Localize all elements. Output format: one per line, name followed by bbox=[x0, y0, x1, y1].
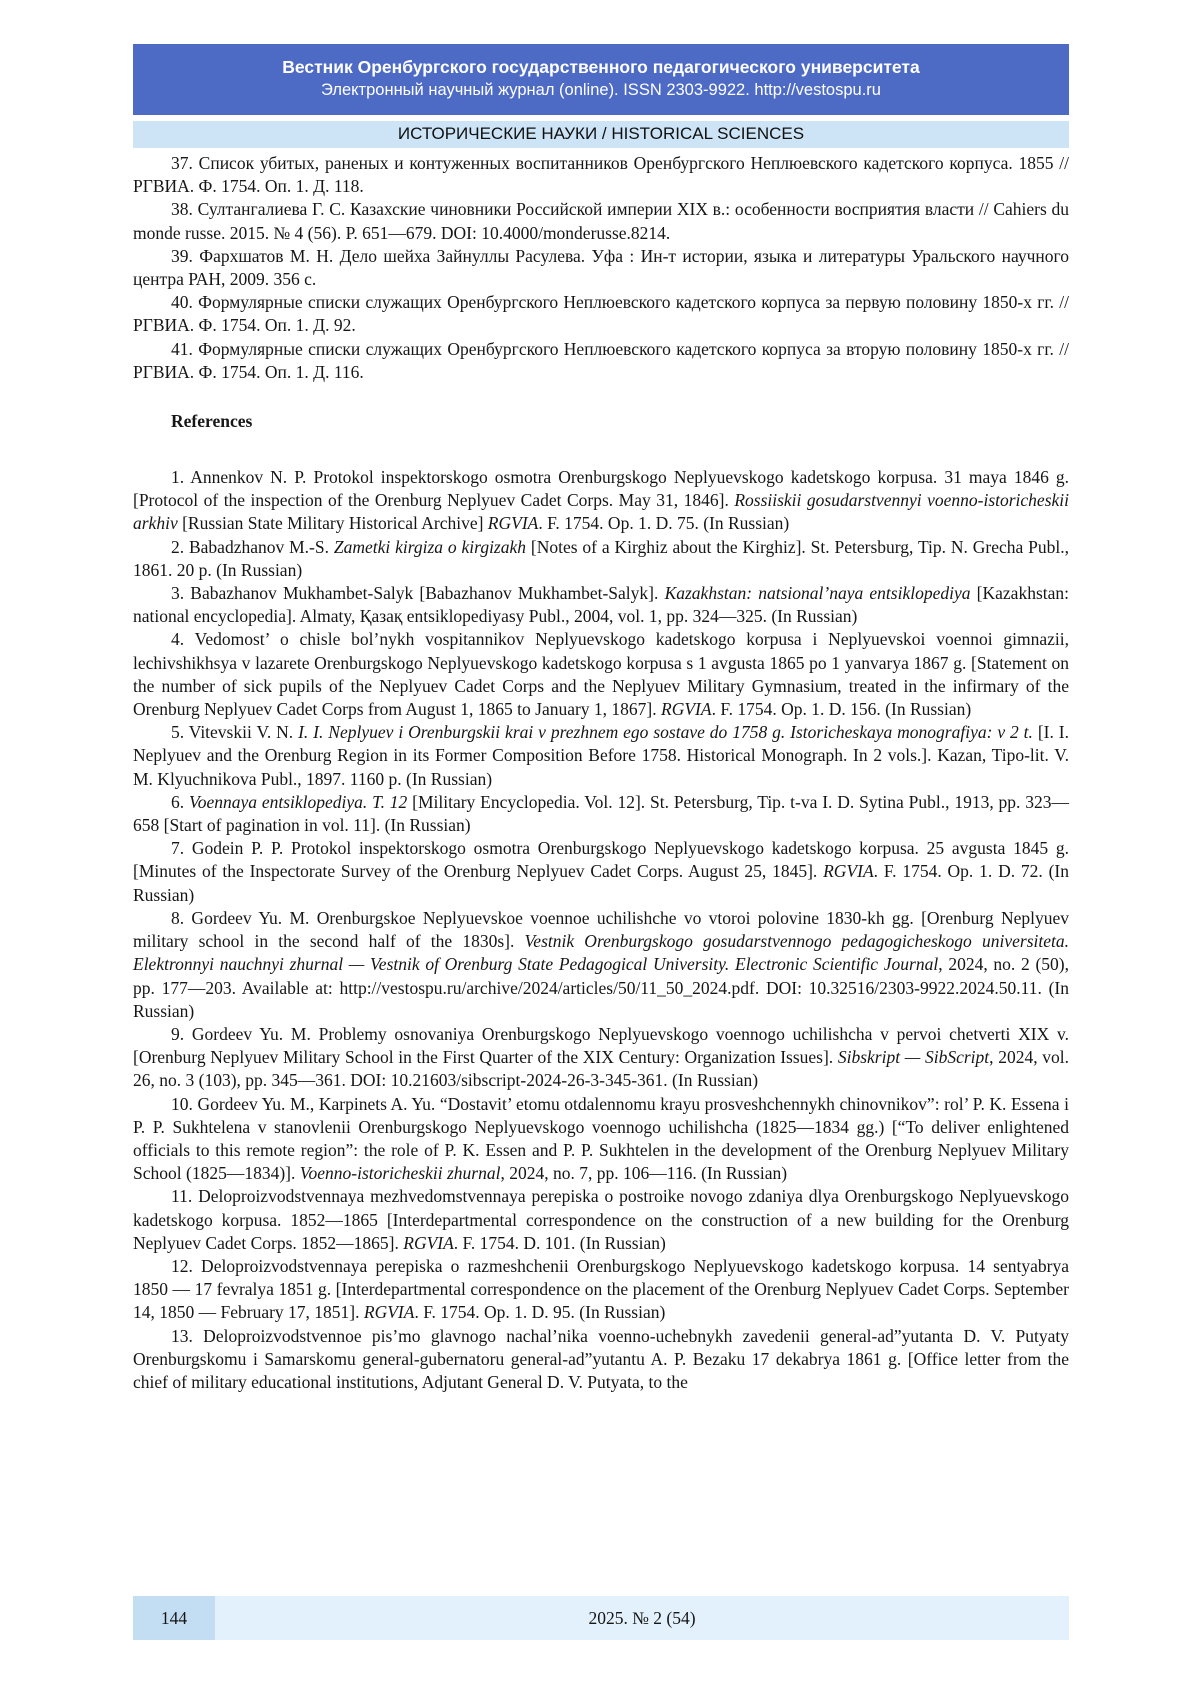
reference-segment: Sibskript — SibScript bbox=[837, 1047, 990, 1068]
reference-segment: 2. Babadzhanov M.-S. bbox=[171, 536, 334, 557]
reference-segment: RGVIA bbox=[403, 1232, 454, 1253]
reference-segment: 11. Deloproizvodstvennaya mezhvedomstvennaya perepiska o postroike novogo zdaniya dlya Orenburgskogo Neplyuevskogo kadetskogo korpusa. 1852—1865 [Interdepartmental correspondence on the construction of a new building for the Orenburg Neplyuev Cadet Corps. 1852—1865]. bbox=[133, 1186, 1069, 1253]
reference-segment: 3. Babazhanov Mukhambet-Salyk [Babazhanov Mukhambet-Salyk]. bbox=[171, 583, 665, 604]
reference-segment: . F. 1754. Op. 1. D. 156. (In Russian) bbox=[711, 699, 972, 720]
reference-segment: 13. Deloproizvodstvennoe pis’mo glavnogo nachal’nika voenno-uchebnykh zavedenii general-ad”yutanta D. V. Putyaty Orenburgskomu i Samarskomu general-gubernatoru general-ad”yutantu A. P. Bezaku 17 dekabrya 1861 g. [Office letter from the chief of military educational institutions, Adjutant General D. V. Putyata, to the bbox=[133, 1325, 1069, 1392]
reference-item bbox=[133, 536, 1069, 582]
reference-segment: . F. 1754. Op. 1. D. 95. (In Russian) bbox=[414, 1302, 666, 1323]
reference-item bbox=[133, 1185, 1069, 1255]
russian-reference-item: 40. Формулярные списки служащих Оренбургского Неплюевского кадетского корпуса за первую половину 1850-х гг. // РГВИА. Ф. 1754. Оп. 1. Д. 92. bbox=[133, 292, 1069, 336]
reference-segment: Zametki kirgiza o kirgizakh bbox=[333, 536, 527, 557]
reference-segment: Voenno-istoricheskii zhurnal bbox=[299, 1163, 501, 1184]
reference-item bbox=[133, 791, 1069, 837]
reference-segment: , 2024, no. 7, pp. 106—116. (In Russian) bbox=[500, 1163, 788, 1184]
section-heading-band bbox=[133, 121, 1069, 148]
reference-item bbox=[133, 466, 1069, 536]
reference-item bbox=[133, 1023, 1069, 1093]
reference-segment: [Kazakhstan: national encyclopedia]. Almaty, Қазақ entsiklopediyasy Publ., 2004, vol. 1, pp. 324—325. (In Russian) bbox=[133, 583, 1069, 627]
reference-segment: 1. Annenkov N. P. Protokol inspektorskogo osmotra Orenburgskogo Neplyuevskogo kadetskogo korpusa. 31 maya 1846 g. [Protocol of the inspection of the Orenburg Neplyuev Cadet Corps. May 31, 1846]. bbox=[133, 467, 1069, 511]
references-heading: References bbox=[171, 411, 253, 432]
reference-segment: 4. Vedomost’ o chisle bol’nykh vospitannikov Neplyuevskogo kadetskogo korpusa i Neplyuevskoi voennoi gimnazii, lechivshikhsya v lazarete Orenburgskogo Neplyuevskogo kadetskogo korpusa s 1 avgusta 1865 po 1 yanvarya 1867 g. [Statement on the number of sick pupils of the Neplyuev Cadet Corps and the Neplyuev Military Gymnasium, treated in the infirmary of the Orenburg Neplyuev Cadet Corps from August 1, 1865 to January 1, 1867]. bbox=[133, 629, 1069, 720]
reference-segment: Kazakhstan: natsional’naya entsiklopediya bbox=[664, 583, 971, 604]
reference-item bbox=[133, 1093, 1069, 1186]
reference-item bbox=[133, 1325, 1069, 1395]
reference-segment: Voennaya entsiklopediya. T. 12 bbox=[188, 791, 408, 812]
reference-segment: Vestnik Orenburgskogo gosudarstvennogo pedagogicheskogo universiteta. Elektronnyi nauchnyi zhurnal — Vestnik of Orenburg State Pedagogical University. Electronic Scientific Journal bbox=[133, 931, 1069, 975]
reference-item bbox=[133, 837, 1069, 907]
reference-list bbox=[133, 466, 1069, 1394]
journal-subtitle: Электронный научный журнал (online). ISSN 2303-9922. http://vestospu.ru bbox=[321, 81, 881, 99]
russian-reference-list bbox=[133, 152, 1069, 384]
reference-segment: RGVIA bbox=[823, 861, 874, 882]
reference-segment: . F. 1754. Op. 1. D. 72. (In Russian) bbox=[133, 861, 1069, 905]
russian-reference-item: 37. Список убитых, раненых и контуженных воспитанников Оренбургского Неплюевского кадетского корпуса. 1855 // РГВИА. Ф. 1754. Оп. 1. Д. 118. bbox=[133, 153, 1069, 197]
reference-item bbox=[133, 1255, 1069, 1325]
reference-segment: , 2024, no. 2 (50), pp. 177—203. Available at: http://vestospu.ru/archive/2024/articles/50/11_50_2024.pdf. DOI: 10.32516/2303-9922.2024.50.11. (In Russian) bbox=[133, 954, 1070, 1021]
reference-segment: . F. 1754. Op. 1. D. 75. (In Russian) bbox=[538, 513, 790, 534]
reference-segment: [Russian State Military Historical Archive] bbox=[177, 513, 488, 534]
section-heading: ИСТОРИЧЕСКИЕ НАУКИ / HISTORICAL SCIENCES bbox=[397, 124, 805, 143]
reference-segment: . F. 1754. D. 101. (In Russian) bbox=[453, 1232, 666, 1253]
russian-reference-item: 39. Фархшатов М. Н. Дело шейха Зайнуллы Расулева. Уфа : Ин-т истории, языка и литературы Уральского научного центра РАН, 2009. 356 с. bbox=[133, 245, 1069, 290]
reference-segment: RGVIA bbox=[661, 699, 712, 720]
reference-segment: 5. Vitevskii V. N. bbox=[171, 722, 299, 743]
russian-reference-item: 41. Формулярные списки служащих Оренбургского Неплюевского кадетского корпуса за вторую половину 1850-х гг. // РГВИА. Ф. 1754. Оп. 1. Д. 116. bbox=[133, 338, 1069, 382]
journal-title: Вестник Оренбургского государственного педагогического университета bbox=[282, 57, 920, 77]
reference-segment: [Notes of a Kirghiz about the Kirghiz]. St. Petersburg, Tip. N. Grecha Publ., 1861. 20 p. (In Russian) bbox=[133, 536, 1069, 580]
russian-reference-item: 38. Султангалиева Г. С. Казахские чиновники Российской империи XIX в.: особенности восприятия власти // Cahiers du monde russe. 2015. № 4 (56). P. 651—679. DOI: 10.4000/monderusse.8214. bbox=[133, 199, 1069, 243]
reference-segment: [I. I. Neplyuev and the Orenburg Region in its Former Composition Before 1758. Historical Monograph. In 2 vols.]. Kazan, Tipo-lit. V. M. Klyuchnikova Publ., 1897. 1160 p. (In Russian) bbox=[133, 722, 1070, 789]
reference-item bbox=[133, 628, 1069, 721]
reference-item bbox=[133, 721, 1069, 791]
reference-item bbox=[133, 582, 1069, 628]
reference-segment: I. I. Neplyuev i Orenburgskii krai v prezhnem ego sostave do 1758 g. Istoricheskaya monografiya: v 2 t. bbox=[298, 722, 1033, 743]
reference-segment: RGVIA bbox=[487, 513, 539, 534]
reference-item bbox=[133, 907, 1069, 1023]
issue-label: 2025. № 2 (54) bbox=[215, 1596, 1069, 1640]
reference-segment: , 2024, vol. 26, no. 3 (103), pp. 345—361. DOI: 10.21603/sibscript-2024-26-3-345-361. (In Russian) bbox=[133, 1047, 1069, 1091]
journal-header-banner bbox=[133, 44, 1069, 115]
reference-segment: 9. Gordeev Yu. M. Problemy osnovaniya Orenburgskogo Neplyuevskogo voennogo uchilishcha v pervoi chetverti XIX v. [Orenburg Neplyuev Military School in the First Quarter of the XIX Century: Organization Issues]. bbox=[133, 1023, 1069, 1068]
reference-segment: Rossiiskii gosudarstvennyi voenno-istoricheskii arkhiv bbox=[133, 490, 1069, 534]
reference-segment: 10. Gordeev Yu. M., Karpinets A. Yu. “Dostavit’ etomu otdalennomu krayu prosveshchennykh chinovnikov”: rol’ P. K. Essena i P. P. Sukhtelena v stanovlenii Orenburgskogo Neplyuevskogo voennogo uchilishcha (1825—1834 gg.) [“To deliver enlightened officials to this remote region”: the role of P. K. Essen and P. P. Sukhtelen in the development of the Orenburg Neplyuev Military School (1825—1834)]. bbox=[133, 1093, 1069, 1184]
reference-segment: [Military Encyclopedia. Vol. 12]. St. Petersburg, Tip. t-va I. D. Sytina Publ., 1913, pp. 323—658 [Start of pagination in vol. 11]. (In Russian) bbox=[133, 791, 1070, 836]
reference-segment: 7. Godein P. P. Protokol inspektorskogo osmotra Orenburgskogo Neplyuevskogo kadetskogo korpusa. 25 avgusta 1845 g. [Minutes of the Inspectorate Survey of the Orenburg Neplyuev Cadet Corps. August 25, 1845]. bbox=[133, 838, 1069, 882]
page-number: 144 bbox=[133, 1596, 215, 1640]
reference-segment: 12. Deloproizvodstvennaya perepiska o razmeshchenii Orenburgskogo Neplyuevskogo kadetskogo korpusa. 14 sentyabrya 1850 — 17 fevralya 1851 g. [Interdepartmental correspondence on the placement of the Orenburg Neplyuev Cadet Corps. September 14, 1850 — February 17, 1851]. bbox=[133, 1255, 1069, 1323]
page-content bbox=[133, 152, 1069, 1394]
reference-segment: 6. bbox=[171, 791, 189, 812]
reference-segment: RGVIA bbox=[363, 1302, 415, 1323]
page-footer bbox=[133, 1596, 1069, 1640]
reference-segment: 8. Gordeev Yu. M. Orenburgskoe Neplyuevskoe voennoe uchilishche vo vtoroi polovine 1830-kh gg. [Orenburg Neplyuev military school in the second half of the 1830s]. bbox=[133, 907, 1069, 952]
